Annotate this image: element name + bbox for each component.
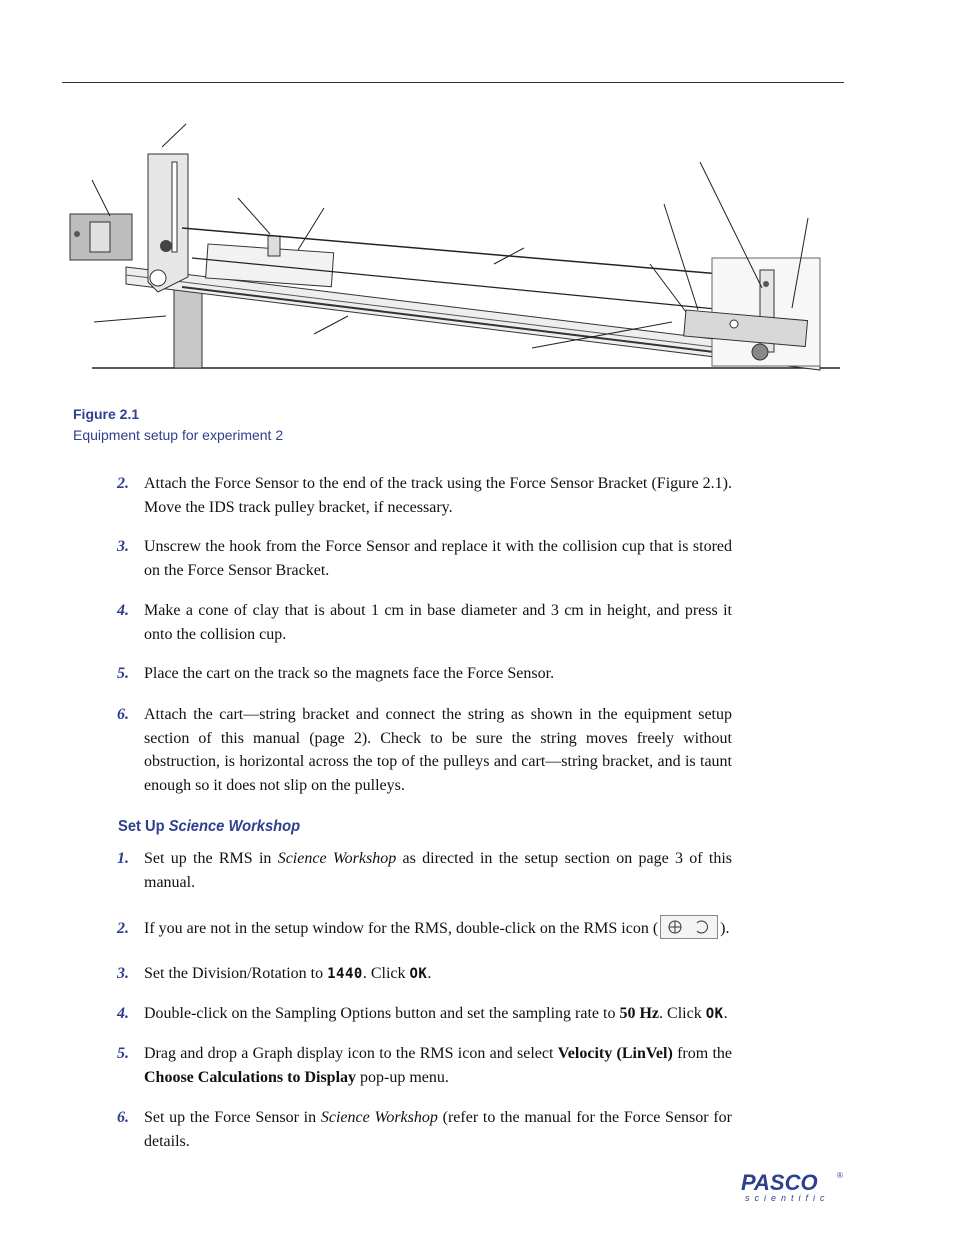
step-number: 5.	[117, 665, 129, 682]
step-text	[144, 917, 732, 941]
step-text	[144, 847, 732, 894]
step-number: 6.	[117, 706, 129, 723]
step-text: Place the cart on the track so the magnets face the Force Sensor.	[144, 665, 555, 682]
text-run-bold: 50 Hz	[619, 1005, 660, 1022]
logo-sub: scientific	[745, 1193, 830, 1203]
step-text: Attach the Force Sensor to the end of the track using the Force Sensor Bracket (Figure 2.1). Move the IDS track pulley bracket, if necessary.	[144, 475, 732, 516]
pasco-logo	[741, 1170, 851, 1206]
step-number: 2.	[117, 920, 129, 937]
text-run: Double-click on the Sampling Options button and set the sampling rate to	[144, 1005, 620, 1022]
text-run: from the	[672, 1045, 733, 1062]
text-run: pop-up menu.	[356, 1068, 449, 1086]
list-item	[117, 1002, 732, 1027]
equipment-setup-figure	[62, 112, 842, 374]
section-heading	[118, 818, 300, 836]
step-number: 5.	[117, 1045, 129, 1062]
step-number: 1.	[117, 850, 129, 867]
logo-reg: ®	[837, 1171, 843, 1180]
text-run: Set up the RMS in	[144, 850, 278, 867]
step-text	[144, 962, 732, 987]
lcd-value: OK	[705, 1006, 724, 1022]
text-run-italic: Science Workshop	[277, 850, 397, 867]
list-item	[117, 1042, 732, 1089]
list-item	[117, 1106, 732, 1153]
step-number: 4.	[117, 1005, 129, 1022]
section-heading-prefix: Set Up	[118, 818, 169, 835]
text-run: If you are not in the setup window for the RMS, double-click on the RMS icon (	[144, 920, 659, 937]
list-item	[117, 599, 732, 646]
step-number: 6.	[117, 1109, 129, 1126]
text-run: Set up the Force Sensor in	[144, 1109, 321, 1126]
figure-caption: Equipment setup for experiment 2	[73, 427, 284, 443]
logo-name: PASCO	[741, 1170, 818, 1195]
text-run: .	[723, 1005, 728, 1022]
step-number: 4.	[117, 602, 129, 619]
list-item	[117, 962, 732, 987]
rms-icon	[660, 915, 718, 939]
text-run: . Click	[362, 965, 410, 982]
list-item	[117, 703, 732, 797]
step-number: 3.	[117, 965, 129, 982]
text-run: as directed in the setup section on page 3 of this manual.	[144, 850, 733, 891]
step-text: Unscrew the hook from the Force Sensor and replace it with the collision cup that is stored on the Force Sensor Bracket.	[144, 538, 732, 579]
step-text	[144, 1042, 732, 1089]
lcd-value: 1440	[327, 966, 363, 982]
text-run: ).	[720, 920, 730, 937]
text-run: . Click	[659, 1005, 706, 1022]
text-run-bold: Choose Calculations to Display	[144, 1068, 357, 1086]
text-run: Set the Division/Rotation to	[144, 965, 328, 982]
step-number: 3.	[117, 538, 129, 555]
list-item	[117, 472, 732, 519]
text-run-italic: Science Workshop	[320, 1109, 438, 1126]
step-number: 2.	[117, 475, 129, 492]
step-text: Attach the cart—string bracket and connect the string as shown in the equipment setup section of this manual (page 2). Check to be sure the string moves freely without obstruction, is horizontal across the top of the pulleys and cart—string bracket, and is taunt enough so it does not slip on the pulleys.	[144, 706, 732, 794]
top-rule	[62, 82, 844, 83]
figure-label: Figure 2.1	[73, 406, 140, 422]
text-run-bold: Velocity (LinVel)	[557, 1045, 673, 1062]
text-run: .	[427, 965, 432, 982]
lcd-value: OK	[409, 966, 428, 982]
list-item	[117, 662, 732, 686]
list-item	[117, 847, 732, 894]
step-text	[144, 1106, 732, 1153]
step-text: Make a cone of clay that is about 1 cm in base diameter and 3 cm in height, and press it onto the collision cup.	[144, 602, 732, 643]
step-text	[144, 1002, 732, 1027]
list-item	[117, 917, 732, 941]
text-run: (refer to the manual for the Force Sensor for details.	[144, 1109, 733, 1150]
text-run: Drag and drop a Graph display icon to the RMS icon and select	[144, 1045, 558, 1062]
section-heading-italic: Science Workshop	[168, 818, 301, 835]
list-item	[117, 535, 732, 582]
